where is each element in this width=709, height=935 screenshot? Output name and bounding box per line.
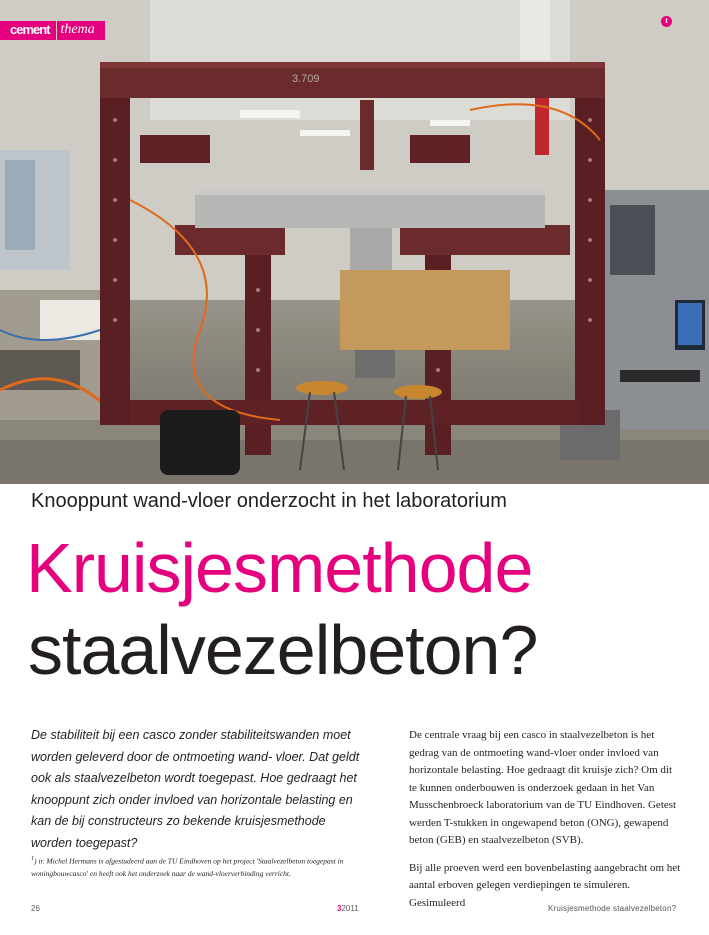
issue-number: 3	[337, 904, 342, 913]
page-number: 26	[31, 904, 40, 913]
footnote	[31, 853, 361, 880]
kicker: Knooppunt wand-vloer onderzocht in het laboratorium	[31, 490, 507, 512]
title-line-2: staalvezelbeton?	[28, 611, 538, 689]
intro-paragraph: De stabiliteit bij een casco zonder stabiliteitswanden moet worden geleverd door de ontmoeting wand- vloer. Dat geldt ook als staalvezelbeton wordt toegepast. Hoe gedraagt het knooppunt zich onder invloed van horizontale belasting en kan de bij constructeurs zo bekende kruisjesmethode worden toegepast?	[31, 728, 360, 850]
issue-label	[337, 904, 359, 913]
frame-label: 3.709	[292, 73, 320, 85]
title-line-1: Kruisjesmethode	[26, 529, 533, 607]
footnote-text: ) ir. Michel Hermans is afgestudeerd aan de TU Eindhoven op het project 'Staalvezelbeton toegepast in woningbouwcasco' en heeft ook het onderzoek naar de wand-vloerverbinding verricht.	[31, 856, 344, 878]
page-marker-dot: t	[661, 16, 672, 27]
footnote-mark: 1	[31, 855, 35, 862]
cement-logo: cement	[0, 21, 56, 40]
paragraph-1: De centrale vraag bij een casco in staalvezelbeton is het gedrag van de ontmoeting wand-vloer onder invloed van horizontale belasting. Hoe gedraagt dit kruisje zich? Om dit te kunnen onderbouwen is onderzoek gedaan in het Van Musschenbroeck laboratorium van de TU Eindhoven. Getest werden T-stukken in ongewapend beton (ONG), gewapend beton (GEB) en staalvezelbeton (SVB).	[409, 729, 677, 846]
masthead	[0, 20, 105, 40]
running-title: Kruisjesmethode staalvezelbeton?	[548, 904, 677, 913]
right-column	[409, 727, 681, 922]
paragraph-2: Bij alle proeven werd een bovenbelasting aangebracht om het aantal erboven gelegen verdiepingen te simuleren. Gesimuleerd	[409, 861, 681, 909]
issue-year: 2011	[341, 904, 359, 913]
section-label: thema	[57, 21, 105, 40]
